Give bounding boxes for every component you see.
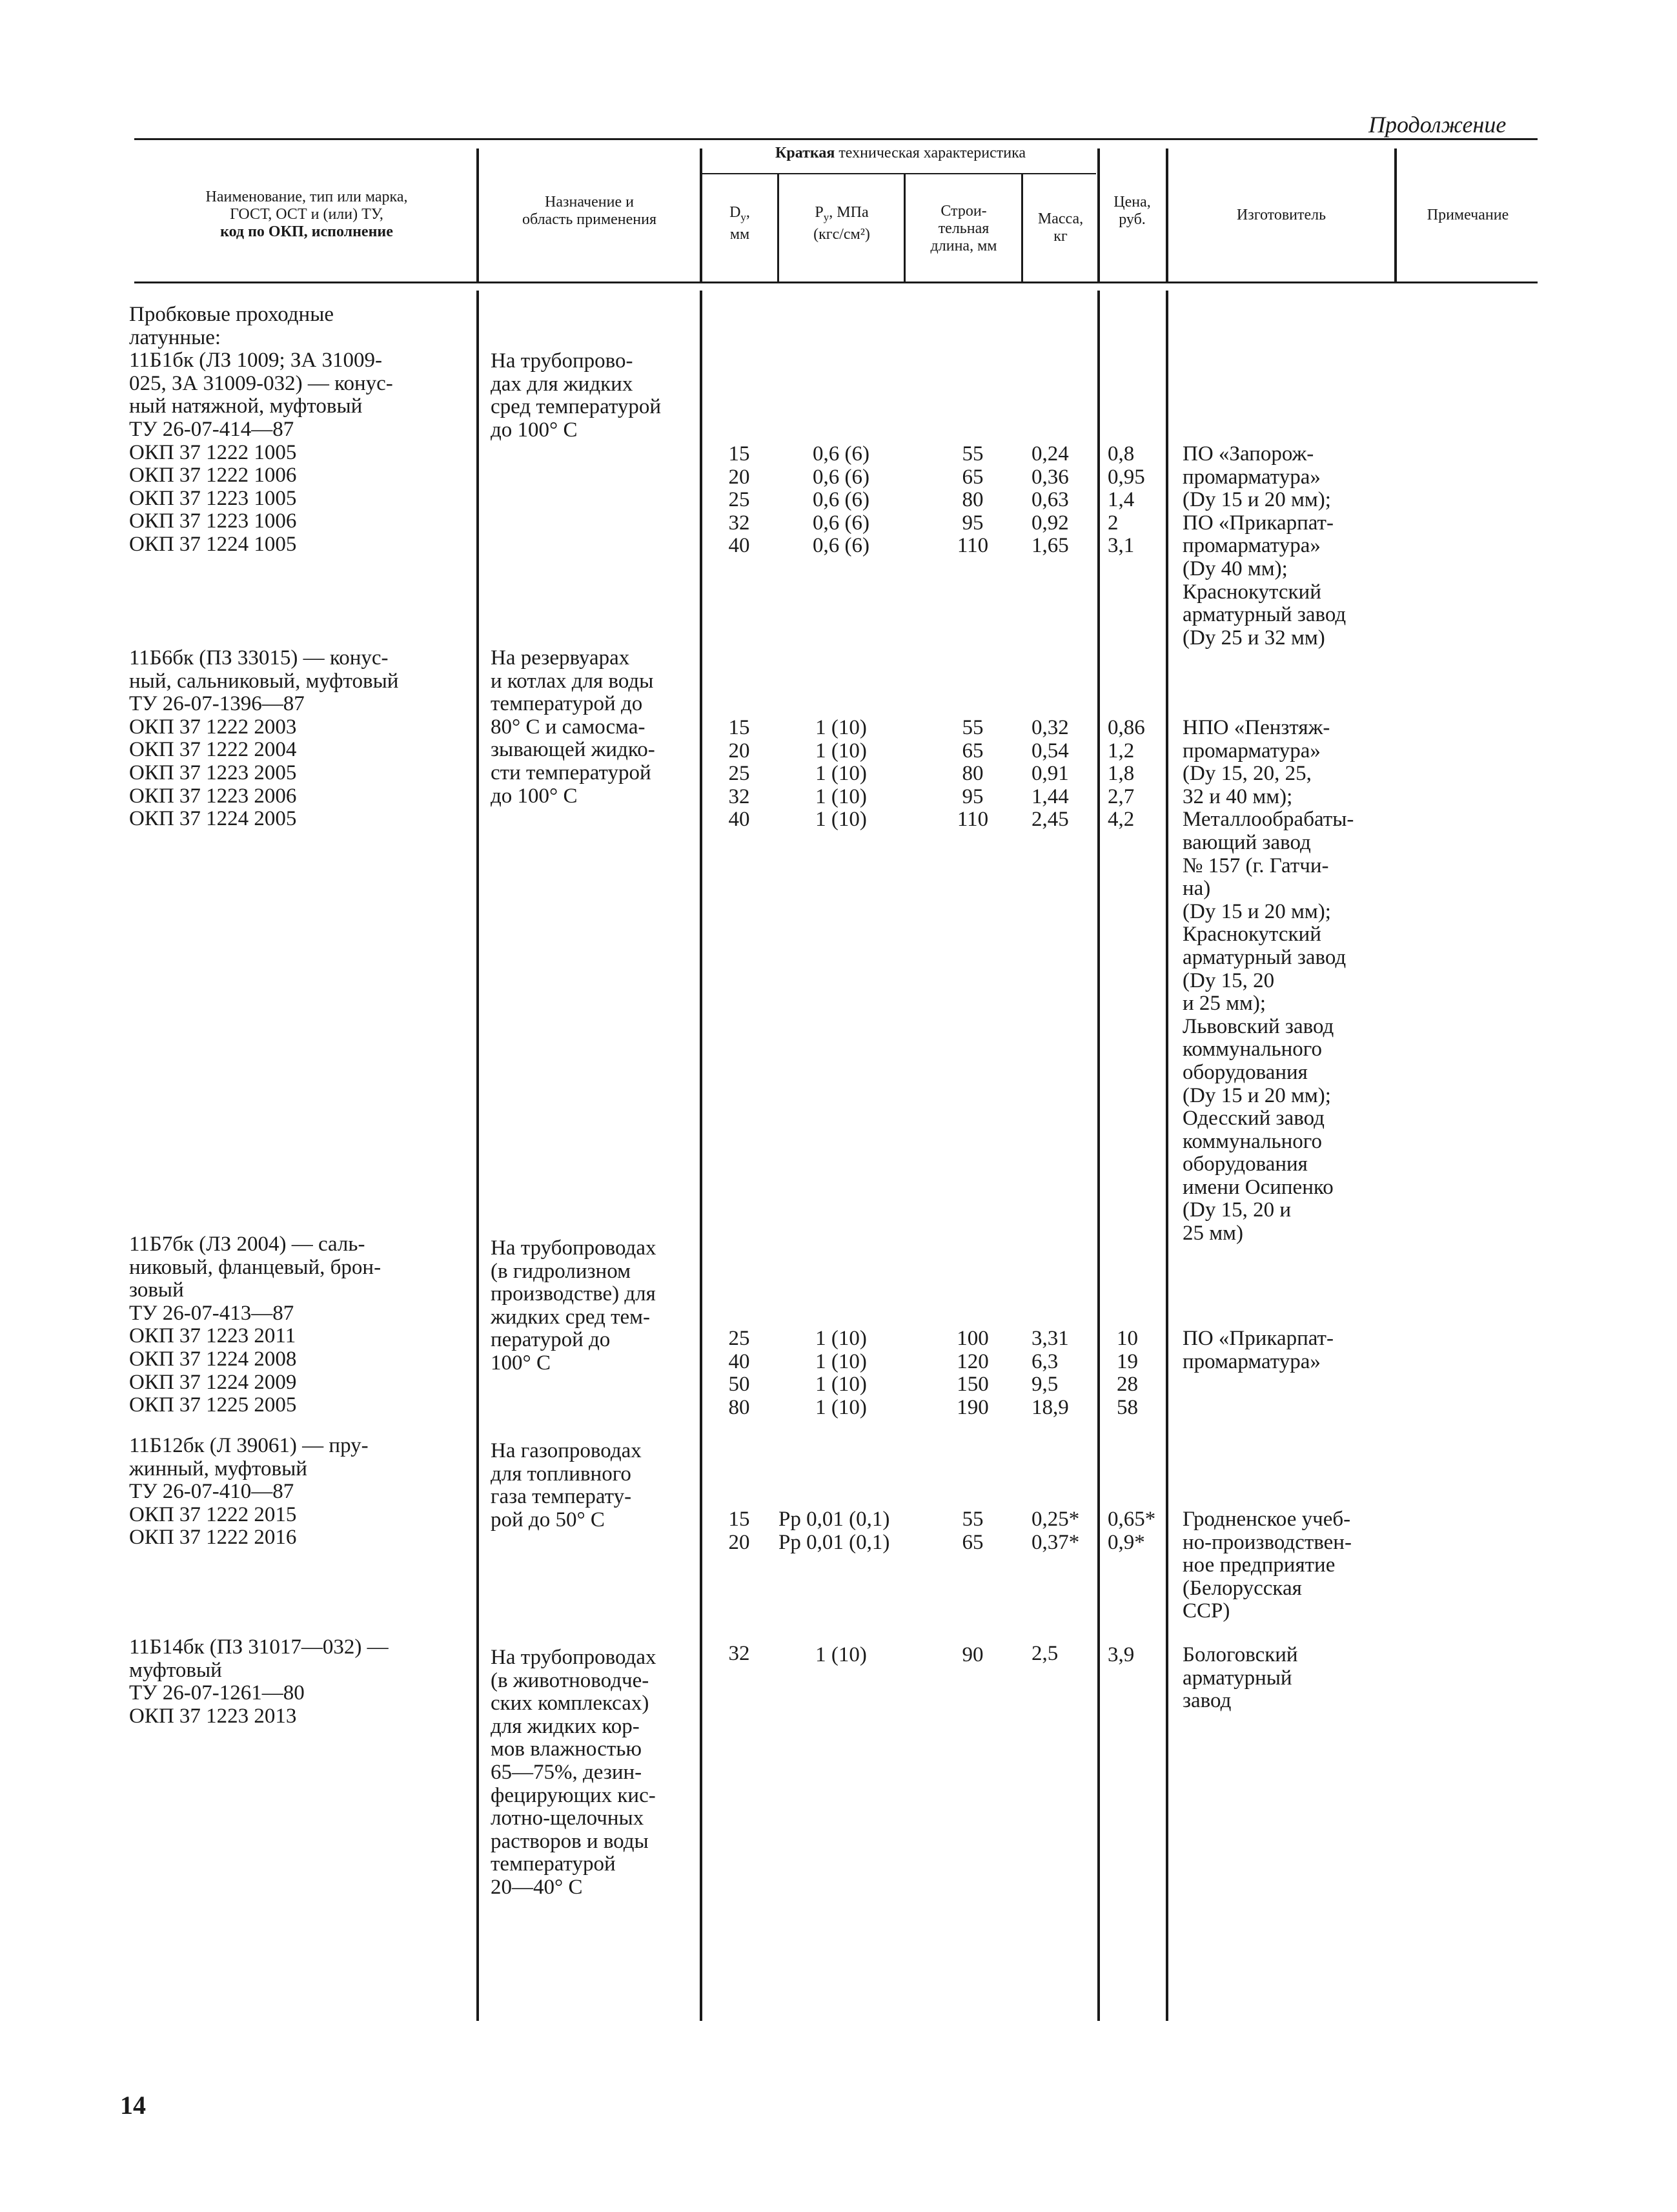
table-row-py: 1 (10) 1 (10) 1 (10) 1 (10)	[815, 1327, 867, 1419]
header-divider	[476, 148, 479, 282]
table-row-price: 0,8 0,95 1,4 2 3,1	[1108, 442, 1145, 558]
table-row-price: 0,86 1,2 1,8 2,7 4,2	[1108, 716, 1145, 832]
header-py: $P_у$, МПа (кгс/см²)	[813, 204, 870, 243]
table-row-price: 10 19 28 58	[1117, 1327, 1138, 1419]
table-row-maker: ПО «Запорож- промарматура» (Dу 15 и 20 мм); ПО «Прикарпат- промарматура» (Dу 40 мм); Краснокутский арматурный завод (Dу 25 и 32 мм)	[1183, 442, 1347, 650]
header-mass: Масса, кг	[1037, 210, 1084, 245]
table-row-length: 55 65 80 95 110	[957, 716, 989, 832]
table-row-mass: 2,5	[1032, 1642, 1059, 1665]
header-dy: $D_у$, мм	[729, 204, 750, 243]
table-row-maker: НПО «Пензтяж- промарматура» (Dу 15, 20, 25, 32 и 40 мм); Металлообрабаты- вающий завод № 157 (г. Гатчи- на) (Dу 15 и 20 мм); Краснокутский арматурный завод (Dу 15, 20 и 25 мм); Львовский завод коммунального оборудования (Dу 15 и 20 мм); Одесский завод коммунального оборудования имени Осипенко (Dу 15, 20 и 25 мм)	[1183, 716, 1354, 1245]
table-row-dy: 25 40 50 80	[728, 1327, 750, 1419]
table-row-purpose: На газопроводах для топливного газа температу- рой до 50° С	[491, 1439, 642, 1531]
header-divider	[1394, 148, 1397, 282]
table-row-length: 55 65	[962, 1508, 984, 1554]
table-row-mass: 3,31 6,3 9,5 18,9	[1032, 1327, 1069, 1419]
table-row-maker: ПО «Прикарпат- промарматура»	[1183, 1327, 1334, 1373]
table-row-price: 0,65* 0,9*	[1108, 1508, 1156, 1554]
table-row-py: 1 (10) 1 (10) 1 (10) 1 (10) 1 (10)	[815, 716, 867, 832]
group-header-rule	[701, 173, 1096, 174]
table-row-purpose: На трубопрово- дах для жидких сред температурой до 100° С	[491, 349, 662, 442]
page-number: 14	[120, 2091, 146, 2120]
table-row-name: 11Б6бк (ПЗ 33015) — конус- ный, сальниковый, муфтовый ТУ 26-07-1396—87 ОКП 37 1222 2003 ОКП 37 1222 2004 ОКП 37 1223 2005 ОКП 37 1223 2006 ОКП 37 1224 2005	[129, 646, 399, 831]
table-row-py: Pр 0,01 (0,1) Pр 0,01 (0,1)	[778, 1508, 890, 1554]
table-row-py: 0,6 (6) 0,6 (6) 0,6 (6) 0,6 (6) 0,6 (6)	[813, 442, 869, 558]
table-row-mass: 0,24 0,36 0,63 0,92 1,65	[1032, 442, 1069, 558]
table-row-purpose: На резервуарах и котлах для воды температурой до 80° С и самосма- зывающей жидко- сти температурой до 100° С	[491, 646, 655, 808]
table-row-name: Пробковые проходные латунные: 11Б1бк (ЛЗ 1009; ЗА 31009- 025, ЗА 31009-032) — конус- ный натяжной, муфтовый ТУ 26-07-414—87 ОКП 37 1222 1005 ОКП 37 1222 1006 ОКП 37 1223 1005 ОКП 37 1223 1006 ОКП 37 1224 1005	[129, 303, 393, 556]
table-row-dy: 15 20 25 32 40	[728, 442, 750, 558]
header-divider	[1021, 174, 1023, 282]
header-bottom-rule	[134, 282, 1538, 283]
header-name: Наименование, тип или марка, ГОСТ, ОСТ и (или) ТУ, код по ОКП, исполнение	[205, 189, 408, 240]
body-divider	[700, 291, 702, 2021]
table-row-maker: Гродненское учеб- но-производствен- ное предприятие (Белорусская ССР)	[1183, 1508, 1352, 1623]
body-divider	[1166, 291, 1168, 2021]
table-row-length: 90	[962, 1643, 984, 1666]
table-row-py: 1 (10)	[815, 1643, 867, 1666]
header-divider	[904, 174, 906, 282]
table-row-dy: 15 20	[728, 1508, 750, 1554]
table-row-maker: Бологовский арматурный завод	[1183, 1643, 1298, 1713]
table-row-name: 11Б12бк (Л 39061) — пру- жинный, муфтовый ТУ 26-07-410—87 ОКП 37 1222 2015 ОКП 37 1222 2016	[129, 1434, 369, 1550]
table-row-length: 55 65 80 95 110	[957, 442, 989, 558]
header-divider	[700, 148, 702, 282]
table-row-purpose: На трубопроводах (в животноводче- ских комплексах) для жидких кор- мов влажностью 65—75%, дезин- фецирующих кис- лотно-щелочных растворов и воды температурой 20—40° С	[491, 1646, 656, 1899]
body-divider	[476, 291, 479, 2021]
header-purpose: Назначение и область применения	[522, 194, 657, 228]
table-row-purpose: На трубопроводах (в гидролизном производстве) для жидких сред тем- пературой до 100° С	[491, 1236, 656, 1375]
table-row-price: 3,9	[1108, 1643, 1135, 1666]
header-note: Примечание	[1427, 207, 1509, 223]
table-row-mass: 0,32 0,54 0,91 1,44 2,45	[1032, 716, 1069, 832]
table-top-rule	[134, 138, 1538, 140]
continuation-label: Продолжение	[1368, 112, 1507, 138]
table-row-dy: 15 20 25 32 40	[728, 716, 750, 832]
table-row-dy: 32	[728, 1642, 750, 1665]
header-divider	[777, 174, 779, 282]
header-tech-group: Краткая техническая характеристика	[775, 145, 1026, 161]
body-divider	[1097, 291, 1100, 2021]
header-divider	[1166, 148, 1168, 282]
table-row-name: 11Б14бк (ПЗ 31017—032) — муфтовый ТУ 26-07-1261—80 ОКП 37 1223 2013	[129, 1635, 389, 1728]
header-maker: Изготовитель	[1236, 207, 1326, 223]
table-row-length: 100 120 150 190	[957, 1327, 989, 1419]
table-row-mass: 0,25* 0,37*	[1032, 1508, 1080, 1554]
header-price: Цена, руб.	[1113, 194, 1151, 228]
table-row-name: 11Б7бк (ЛЗ 2004) — саль- никовый, фланцевый, брон- зовый ТУ 26-07-413—87 ОКП 37 1223 2011 ОКП 37 1224 2008 ОКП 37 1224 2009 ОКП 37 1225 2005	[129, 1233, 381, 1417]
header-length: Строи- тельная длина, мм	[930, 203, 997, 254]
